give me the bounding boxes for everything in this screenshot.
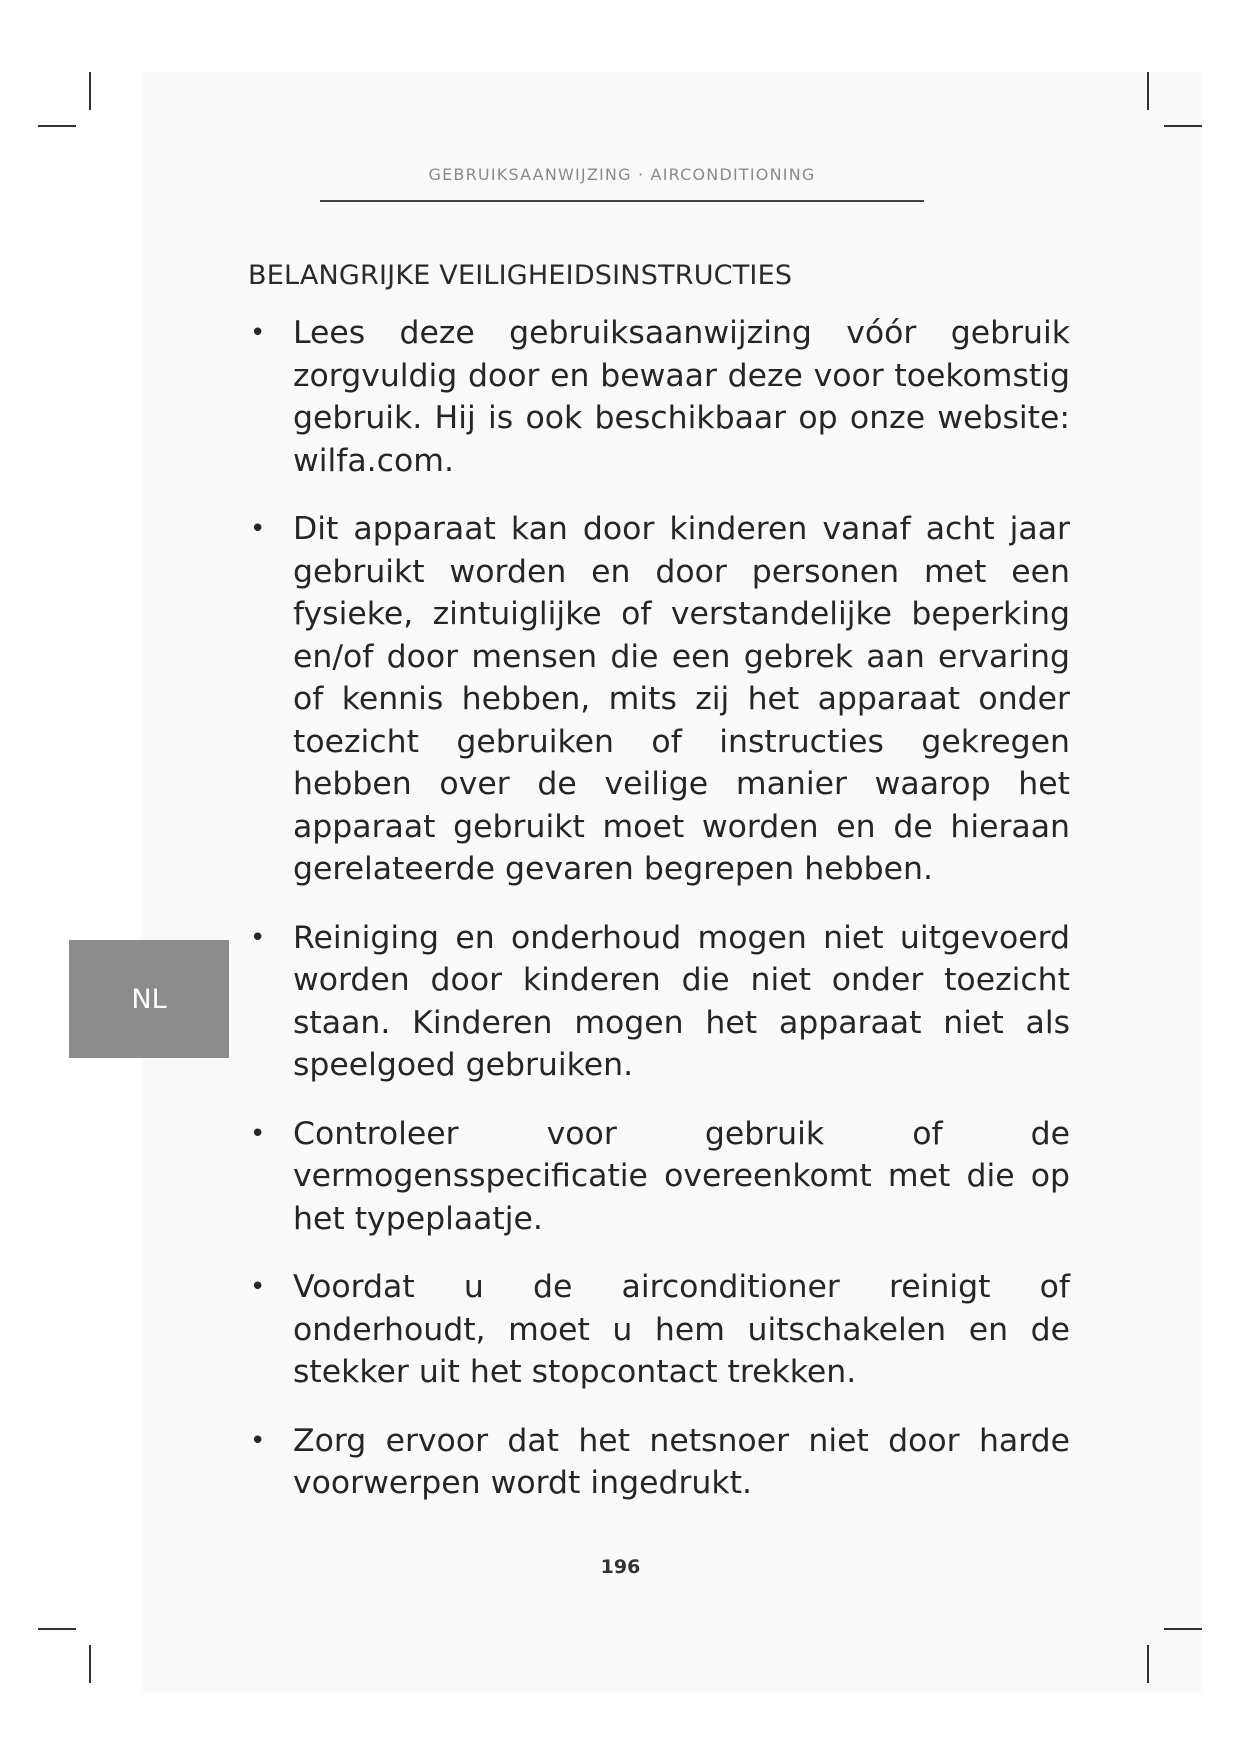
crop-mark-top-left-v (89, 72, 91, 110)
bullet-icon: • (250, 514, 266, 544)
crop-mark-bottom-left-h (38, 1628, 76, 1630)
page-number: 196 (600, 1556, 641, 1578)
crop-mark-bottom-right-h (1164, 1628, 1202, 1630)
crop-mark-top-right-h (1164, 125, 1202, 127)
instruction-item (248, 312, 1070, 482)
bullet-icon: • (250, 1272, 266, 1302)
bullet-icon: • (250, 1118, 266, 1149)
instruction-text: Voordat u de airconditioner reinigt of onderhoudt, moet u hem uitschakelen en de stekker uit het stopcontact trekken. (293, 1269, 1070, 1390)
bullet-icon: • (250, 1425, 266, 1456)
crop-mark-top-right-v (1147, 72, 1149, 110)
crop-mark-top-left-h (38, 125, 76, 127)
instruction-item (248, 1266, 1070, 1394)
instruction-text: Zorg ervoor dat het netsnoer niet door harde voorwerpen wordt ingedrukt. (293, 1422, 1070, 1501)
running-header: GEBRUIKSAANWIJZING · AIRCONDITIONING (428, 165, 816, 184)
header-rule (320, 200, 924, 202)
instruction-text: Dit apparaat kan door kinderen vanaf acht jaar gebruikt worden en door personen met een fysieke, zintuiglijke of verstandelijke beperking en/of door mensen die een gebrek aan ervaring of kennis hebben, mits zij het apparaat onder toezicht gebruiken of instructies gekregen hebben over de veilige manier waarop het apparaat gebruikt moet worden en de hieraan gerelateerde gevaren begrepen hebben. (293, 511, 1070, 887)
instruction-item (248, 1420, 1070, 1505)
instruction-text: Reiniging en onderhoud mogen niet uitgevoerd worden door kinderen die niet onder toezicht staan. Kinderen mogen het apparaat niet als speelgoed gebruiken. (293, 919, 1070, 1083)
crop-mark-bottom-left-v (89, 1645, 91, 1683)
instruction-text: Lees deze gebruiksaanwijzing vóór gebruik zorgvuldig door en bewaar deze voor toekomstig gebruik. Hij is ook beschikbaar op onze website: wilfa.com. (293, 315, 1070, 479)
instruction-text: Controleer voor gebruik of de vermogensspecificatie overeenkomt met die op het typeplaatje. (293, 1115, 1070, 1237)
language-tab-label: NL (131, 983, 167, 1015)
instruction-item (248, 917, 1070, 1087)
instruction-item (248, 1113, 1070, 1241)
instruction-item (248, 508, 1070, 891)
crop-mark-bottom-right-v (1147, 1645, 1149, 1683)
section-title: BELANGRIJKE VEILIGHEIDSINSTRUCTIES (248, 260, 793, 291)
instruction-list (248, 312, 1070, 1531)
language-tab (69, 940, 229, 1058)
bullet-icon: • (250, 922, 266, 953)
bullet-icon: • (250, 318, 266, 348)
